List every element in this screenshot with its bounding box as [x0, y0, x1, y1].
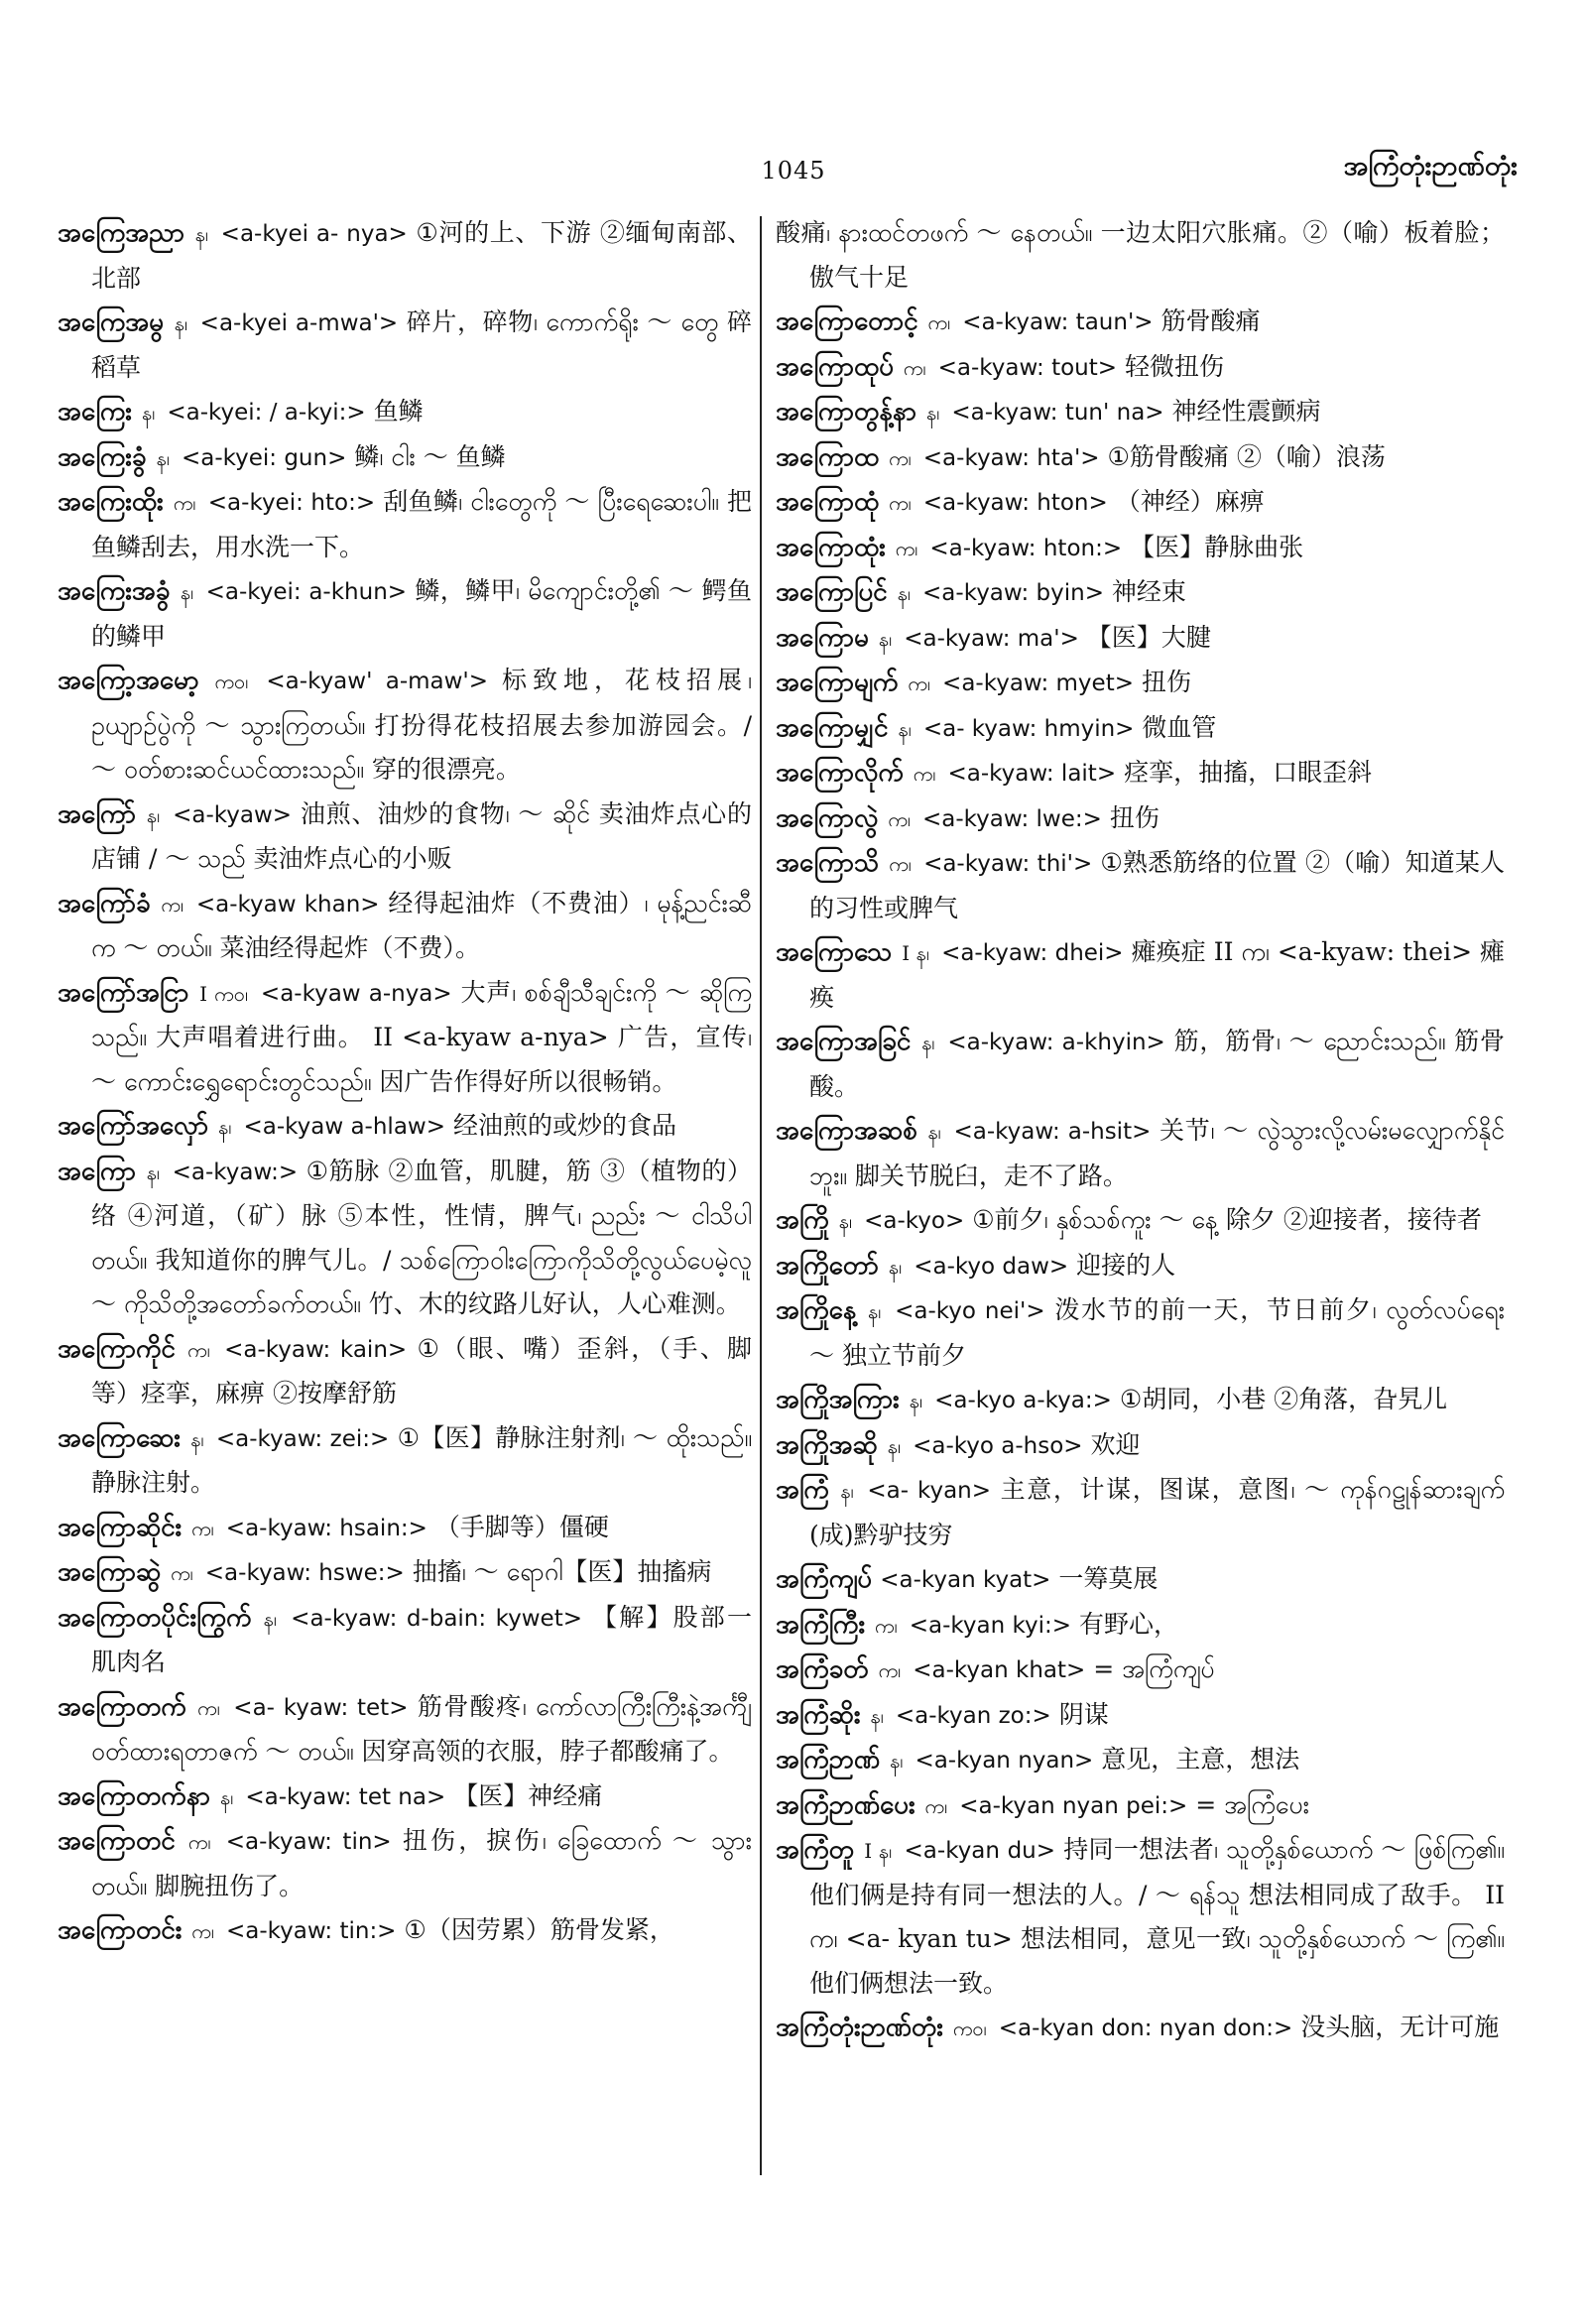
entry-definition: 碎片，碎物၊ ကောက်ရိုး ～ တွေ 碎稻草 — [91, 307, 752, 382]
entry-pos: န၊ — [156, 445, 170, 470]
entry-headword: အကြောမျှင် — [776, 712, 889, 743]
left-column — [58, 211, 752, 2274]
entry-pronunciation: <a-kyaw: taun'> — [962, 309, 1154, 335]
entry-pronunciation: <a-kyaw: hsain:> — [225, 1515, 427, 1541]
entry-pos: န၊ — [190, 1426, 204, 1451]
entry-pos: I န၊ — [864, 1839, 893, 1863]
entry-definition: 标致地，花枝招展၊ ဥယျာဉ်ပွဲကို ～ သွားကြတယ်။ 打扮得花枝招展去参加游园会。/ ～ ဝတ်စားဆင်ယင်ထားသည်။ 穿的很漂亮。 — [91, 666, 752, 784]
entry-definition: 有野心， — [1078, 1609, 1178, 1639]
entry-pos: န၊ — [867, 1299, 882, 1323]
entry-pronunciation: <a-kyei a-mwa'> — [199, 310, 399, 336]
entry-definition: 没头脑，无计可施 — [1300, 2013, 1500, 2041]
entry-headword: အကြေးခွံ — [58, 441, 147, 472]
entry-pos: န၊ — [194, 222, 209, 246]
entry-definition: ①（因劳累）筋骨发紧， — [404, 1915, 674, 1944]
entry-pronunciation: <a-kyaw: zei:> — [215, 1425, 390, 1452]
entry-definition: 经得起油炸（不费油）၊ မုန့်ညင်းဆီက ～ တယ်။ 菜油经得起炸（不费）。 — [91, 888, 752, 962]
entry-pos: န၊ — [174, 311, 188, 335]
entry-headword: အကြောတင် — [58, 1826, 176, 1856]
entry-definition: ①筋脉 ②血管，肌腱，筋 ③（植物的）络 ④河道，（矿）脉 ⑤本性，性情，脾气၊ ညည်း ～ ငါသိပါတယ်။ 我知道你的脾气儿。/ သစ်ကြောဝါးကြောကိုသိတို့လွယ်ပေမဲ့လူ ～ ကိုသိတို့အတော်ခက်တယ်။ 竹、木的纹路儿好认，人心难测。 — [91, 1156, 752, 1318]
entry-headword: အကြံဉာဏ်ပေး — [776, 1789, 916, 1820]
dictionary-entry — [776, 1603, 1505, 1649]
entry-definition: ①（眼、嘴）歪斜，（手、脚等）痉挛，麻痹 ②按摩舒筋 — [91, 1333, 752, 1407]
entry-pos: န၊ — [889, 1749, 904, 1773]
dictionary-entry — [58, 1506, 752, 1551]
entry-pronunciation: <a-kyaw: hton:> — [929, 535, 1123, 561]
entry-pos: ကဝ၊ — [214, 670, 249, 693]
dictionary-entry — [58, 659, 752, 793]
entry-pos: န၊ — [146, 802, 161, 827]
entry-headword: အကြောပြင် — [776, 577, 888, 607]
entry-pronunciation: <a-kyaw: kain> — [224, 1336, 408, 1363]
dictionary-entry — [776, 480, 1505, 526]
entry-pos: ကဝ၊ — [952, 2017, 987, 2040]
entry-pronunciation: <a-kyaw: thi'> — [923, 851, 1093, 877]
entry-definition: ①筋骨酸痛 ②（喻）浪荡 — [1107, 441, 1386, 471]
dictionary-entry — [776, 1468, 1505, 1557]
dictionary-entry — [776, 570, 1505, 616]
dictionary-entry — [58, 1774, 752, 1820]
entry-headword: အကြိုအကြား — [776, 1385, 900, 1414]
entry-pronunciation: <a- kyaw: hmyin> — [922, 715, 1135, 742]
entry-pronunciation: <a-kyaw: byin> — [922, 580, 1104, 606]
dictionary-entry — [58, 1596, 752, 1685]
entry-definition: （手脚等）僵硬 — [434, 1512, 609, 1541]
entry-pronunciation: <a-kyaw: tout> — [937, 354, 1118, 381]
entry-pronunciation: <a- kyaw: tet> — [233, 1694, 409, 1721]
entry-headword: အကြိုနေ့ — [776, 1295, 857, 1325]
entry-pronunciation: <a-kyaw: lwe:> — [922, 805, 1102, 832]
dictionary-entry — [58, 1819, 752, 1908]
dictionary-entry — [776, 1783, 1505, 1829]
entry-headword: အကြံကြီး — [776, 1609, 866, 1640]
entry-pronunciation: <a-kyan zo:> — [895, 1702, 1051, 1729]
entry-pronunciation: <a-kyo a-hso> — [913, 1432, 1083, 1459]
entry-headword: အကြံဉာဏ် — [776, 1745, 881, 1774]
entry-definition: 阴谋 — [1058, 1699, 1109, 1729]
dictionary-entry — [776, 2006, 1505, 2051]
entry-pronunciation: <a-kyo nei'> — [895, 1298, 1045, 1324]
entry-pronunciation: <a-kyaw: hta'> — [922, 444, 1100, 471]
dictionary-entry — [776, 1738, 1505, 1783]
dictionary-entry — [58, 390, 752, 435]
entry-definition: = အကြံပေး — [1195, 1789, 1309, 1819]
entry-definition: 神经性震颤病 — [1171, 397, 1321, 426]
entry-headword: အကြို — [776, 1205, 829, 1235]
entry-headword: အကြောကိုင် — [58, 1333, 176, 1364]
entry-definition: 瘫痪症 II က၊ <a-kyaw: thei> 瘫痪 — [809, 937, 1505, 1012]
entry-definition: 欢迎 — [1090, 1429, 1141, 1459]
entry-pronunciation: <a-kyan don: nyan don:> — [998, 2016, 1293, 2041]
dictionary-entry — [58, 480, 752, 569]
entry-headword: အကြော်အငြာ — [58, 977, 189, 1008]
entry-pronunciation: <a-kyaw: hswe:> — [204, 1560, 405, 1586]
entry-pronunciation: <a-kyan kyat> — [880, 1567, 1051, 1593]
entry-definition: 筋骨酸痛 — [1160, 306, 1261, 335]
entry-pronunciation: <a-kyaw: ma'> — [904, 625, 1079, 652]
entry-pos: က၊ — [197, 1695, 220, 1720]
entry-definition: 筋，筋骨၊ ～ ညောင်းသည်။ 筋骨酸。 — [809, 1027, 1505, 1101]
entry-headword: အကြောဆေး — [58, 1422, 181, 1453]
entry-headword: အကြံဆိုး — [776, 1699, 861, 1730]
dictionary-entry — [58, 971, 752, 1105]
entry-pos: န၊ — [870, 1703, 884, 1728]
entry-pos: န၊ — [218, 1115, 232, 1139]
entry-pos: န၊ — [897, 581, 912, 605]
entry-pronunciation: <a-kyaw: a-khyin> — [947, 1030, 1165, 1055]
entry-definition: 鳞，鳞甲၊ မိကျောင်းတို့၏ ～ 鳄鱼的鳞甲 — [91, 576, 752, 651]
entry-definition: 扭伤，捩伤၊ ခြေထောက် ～ သွားတယ်။ 脚腕扭伤了。 — [91, 1826, 752, 1900]
entry-pronunciation: <a-kyaw: hton> — [922, 490, 1108, 516]
dictionary-entry — [776, 1244, 1505, 1289]
entry-definition: 一筹莫展 — [1058, 1564, 1159, 1593]
entry-pos: က၊ — [191, 1919, 215, 1943]
entry-pos: န၊ — [840, 1479, 854, 1503]
entry-headword: အကြောထုပ် — [776, 351, 894, 382]
entry-pos: က၊ — [187, 1830, 211, 1854]
entry-pos: န၊ — [898, 716, 912, 741]
entry-headword: အကြံကျပ် — [776, 1564, 873, 1594]
entry-definition: 关节၊ ～ လွဲသွားလို့လမ်းမလျှောက်နိုင်ဘူး။ 脚关节脱臼，走不了路。 — [809, 1116, 1505, 1190]
entry-headword: အကြော် — [58, 798, 136, 829]
entry-pos: န၊ — [887, 1433, 902, 1458]
entry-definition: 鱼鳞 — [373, 397, 424, 426]
entry-definition: 【医】神经痛 — [453, 1780, 603, 1810]
page-header — [0, 149, 1587, 188]
dictionary-entry — [776, 1020, 1505, 1109]
dictionary-entry — [58, 1685, 752, 1774]
entry-headword: အကြော်အလှော် — [58, 1111, 209, 1141]
entry-pronunciation: <a-kyo daw> — [914, 1253, 1069, 1280]
dictionary-entry — [776, 930, 1505, 1020]
dictionary-entry — [776, 345, 1505, 391]
entry-pos: က၊ — [913, 762, 936, 786]
entry-pronunciation: <a-kyo> — [864, 1208, 965, 1234]
entry-definition: 微血管 — [1142, 712, 1217, 742]
entry-definition: 持同一想法者၊ သူတို့နှစ်ယောက် ～ ဖြစ်ကြ၏။ 他们俩是持有同一想法的人。/ ～ ရန်သူ 想法相同成了敌手。 II က၊ <a- kyan tu> 想法相同，意见一致၊ သူတို့နှစ်ယောက် ～ ကြ၏။ 他们俩想法一致。 — [809, 1835, 1505, 1998]
dictionary-entry — [776, 1557, 1505, 1603]
dictionary-entry — [776, 616, 1505, 662]
entry-headword: အကြောသိ — [776, 848, 880, 878]
dictionary-entry — [776, 1693, 1505, 1739]
entry-definition: 痉挛，抽搐，口眼歪斜 — [1124, 758, 1373, 787]
entry-pos: န၊ — [146, 1160, 161, 1184]
entry-pronunciation: <a-kyo a-kya:> — [934, 1388, 1112, 1413]
entry-definition: 神经束 — [1111, 577, 1186, 606]
entry-headword: အကြေအညာ — [58, 218, 184, 248]
entry-headword: အကြောတက် — [58, 1691, 186, 1722]
entry-pronunciation: <a-kyaw a-hlaw> — [243, 1114, 445, 1140]
entry-definition: 油煎、油炒的食物၊ ～ ဆိုင် 卖油炸点心的店铺 / ～ သည် 卖油炸点心的小贩 — [91, 798, 752, 873]
entry-pronunciation: <a-kyei: gun> — [181, 444, 347, 471]
entry-pos: က၊ — [161, 892, 184, 917]
dictionary-entry — [776, 1109, 1505, 1198]
entry-definition: 刮鱼鳞၊ ငါးတွေကို ～ ပြီးရေဆေးပါ။ 把鱼鳞刮去，用水洗一下。 — [91, 487, 752, 561]
entry-pos: န၊ — [180, 580, 194, 604]
entry-pos: က၊ — [903, 355, 926, 380]
entry-headword: အကြော့အမော့ — [58, 666, 199, 695]
entry-pronunciation: <a-kyei: hto:> — [207, 490, 376, 516]
dictionary-entry — [58, 1908, 752, 1954]
dictionary-entry — [58, 1550, 752, 1596]
entry-pos: I န၊ — [902, 941, 930, 965]
entry-headword: အကြောထုံး — [776, 532, 886, 562]
entry-pronunciation: <a-kyei: / a-kyi:> — [167, 400, 366, 426]
dictionary-entry — [58, 882, 752, 971]
dictionary-entry — [776, 706, 1505, 752]
dictionary-entry — [776, 1288, 1505, 1378]
entry-headword: အကြော်ခံ — [58, 888, 151, 918]
dictionary-entry — [776, 1828, 1505, 2006]
entry-headword: အကြေအမွ — [58, 307, 165, 337]
entry-headword: အကြောအခြင် — [776, 1027, 912, 1056]
entry-definition: 经油煎的或炒的食品 — [452, 1111, 676, 1140]
dictionary-entry — [776, 390, 1505, 435]
entry-pos: န၊ — [878, 626, 893, 651]
entry-definition: 酸痛၊ နားထင်တဖက် ～ နေတယ်။ 一边太阳穴胀痛。②（喻）板着脸；傲气十足 — [776, 218, 1505, 292]
entry-headword: အကြောတောင့် — [776, 306, 918, 336]
entry-pronunciation: <a-kyaw: myet> — [942, 671, 1134, 696]
entry-headword: အကြောတက်နာ — [58, 1780, 210, 1811]
entry-headword: အကြောမျက် — [776, 668, 899, 697]
entry-definition: ①胡同，小巷 ②角落，旮旯儿 — [1119, 1385, 1448, 1413]
entry-pos: က၊ — [889, 491, 912, 515]
entry-pos: က၊ — [171, 1561, 193, 1585]
entry-definition: 扭伤 — [1141, 668, 1191, 696]
entry-headword: အကြောတပိုင်းကြွက် — [58, 1602, 252, 1633]
entry-headword: အကြောဆိုင်း — [58, 1512, 183, 1542]
entry-definition: 泼水节的前一天，节日前夕၊ လွတ်လပ်ရေး ～ 独立节前夕 — [809, 1295, 1505, 1370]
entry-pronunciation: <a-kyaw khan> — [195, 891, 380, 917]
entry-pronunciation: <a-kyan nyan> — [915, 1748, 1094, 1774]
entry-definition: 意见，主意，想法 — [1101, 1745, 1300, 1774]
entry-definition: 【解】股部一肌肉名 — [91, 1602, 752, 1676]
dictionary-entry — [776, 435, 1505, 481]
entry-pos: န၊ — [888, 1254, 903, 1279]
entry-pronunciation: <a-kyan kyi:> — [909, 1612, 1072, 1639]
entry-pos: က၊ — [187, 1337, 210, 1362]
entry-headword: အကြောတင်း — [58, 1915, 183, 1945]
dictionary-entry — [58, 1150, 752, 1327]
entry-headword: အကြိုတော် — [776, 1250, 879, 1281]
entry-pronunciation: <a-kyan du> — [904, 1838, 1056, 1864]
dictionary-entry — [776, 841, 1505, 930]
entry-pronunciation: <a-kyaw: tet na> — [245, 1783, 446, 1810]
entry-definition: 大声၊ စစ်ချီသီချင်းကို ～ ဆိုကြသည်။ 大声唱着进行曲。 II <a-kyaw a-nya> 广告，宣传၊ ～ ကောင်းရွှေရောင်းတွင်သည်။ 因广告作得好所以很畅销。 — [91, 977, 752, 1096]
entry-pronunciation: <a-kyaw: d-bain: kywet> — [291, 1605, 582, 1632]
entry-pos: န၊ — [219, 1784, 234, 1809]
entry-pos: န၊ — [141, 401, 156, 425]
entry-headword: အကြောထုံ — [776, 487, 880, 517]
entry-headword: အကြောသေ — [776, 937, 893, 967]
entry-pronunciation: <a-kyaw: lait> — [947, 761, 1117, 787]
entry-pos: က၊ — [888, 806, 912, 831]
entry-headword: အကြိုအဆို — [776, 1429, 878, 1460]
entry-definition: （神经）麻痹 — [1115, 487, 1265, 516]
entry-definition: 鳞၊ ငါး ～ 鱼鳞 — [354, 441, 506, 471]
dictionary-entry — [58, 1104, 752, 1150]
dictionary-entry — [776, 1378, 1505, 1423]
entry-pronunciation: <a-kyaw> — [173, 801, 293, 828]
entry-definition: 迎接的人 — [1076, 1250, 1176, 1280]
entry-pos: က၊ — [173, 491, 196, 515]
entry-pos: က၊ — [895, 536, 918, 560]
entry-definition: ①【医】静脉注射剂၊ ～ ထိုးသည်။ 静脉注射。 — [91, 1422, 752, 1497]
entry-pos: က၊ — [889, 852, 912, 876]
entry-pos: က၊ — [924, 1793, 948, 1818]
entry-pos: န၊ — [927, 1120, 941, 1144]
entry-definition: ①河的上、下游 ②缅甸南部、北部 — [91, 218, 752, 293]
entry-pronunciation: <a-kyaw' a-maw'> — [266, 669, 489, 694]
entry-headword: အကြောဆွဲ — [58, 1557, 162, 1587]
column-divider — [760, 216, 762, 2175]
running-head: အကြံတုံးဉာဏ်တုံး — [1343, 151, 1518, 182]
entry-headword: အကြောတွန့်နာ — [776, 397, 916, 427]
entry-pos: န၊ — [909, 1389, 923, 1412]
dictionary-entry — [58, 301, 752, 390]
entry-pos: က၊ — [875, 1613, 898, 1638]
entry-pronunciation: <a-kyaw:> — [172, 1159, 299, 1185]
dictionary-entry — [776, 300, 1505, 345]
entry-pos: က၊ — [878, 1658, 902, 1682]
entry-definition: 抽搐၊ ～ ရောဂါ【医】抽搐病 — [412, 1557, 712, 1586]
dictionary-entry — [58, 1327, 752, 1416]
entry-definition: 主意，计谋，图谋，意图၊ ～ ကုန်ဂဠုန်ဆားချက် (成)黔驴技穷 — [809, 1475, 1505, 1549]
dictionary-entry — [58, 435, 752, 481]
entry-headword: အကြောမ — [776, 622, 869, 653]
entry-pos: န၊ — [921, 1031, 935, 1054]
dictionary-entry — [776, 1648, 1505, 1693]
dictionary-entry — [58, 1416, 752, 1506]
entry-pos: က၊ — [889, 445, 912, 470]
dictionary-entry — [58, 793, 752, 882]
dictionary-entry — [776, 661, 1505, 706]
entry-pronunciation: <a-kyaw: tin> — [225, 1829, 392, 1855]
entry-pronunciation: <a-kyei a- nya> — [220, 221, 408, 247]
entry-definition: 轻微扭伤 — [1125, 351, 1225, 381]
entry-definition: = အကြံကျပ် — [1093, 1654, 1215, 1683]
entry-definition: 【医】大腱 — [1086, 622, 1211, 652]
entry-headword: အကြောလိုက် — [776, 758, 904, 788]
dictionary-entry — [58, 211, 752, 301]
dictionary-entry — [776, 1198, 1505, 1244]
entry-pos: န၊ — [838, 1209, 853, 1233]
entry-pronunciation: <a-kyaw: tun' na> — [951, 400, 1164, 426]
entry-pronunciation: <a-kyan nyan pei:> — [959, 1792, 1188, 1819]
entry-pronunciation: <a-kyei: a-khun> — [205, 579, 408, 605]
entry-headword: အကြေး — [58, 397, 132, 427]
entry-pos: I ကဝ၊ — [199, 981, 249, 1006]
entry-pronunciation: <a-kyaw: a-hsit> — [953, 1119, 1152, 1145]
entry-definition: ①熟悉筋络的位置 ②（喻）知道某人的习性或脾气 — [809, 848, 1505, 922]
entry-definition: ①前夕၊ နှစ်သစ်ကူး ～ နေ့ 除夕 ②迎接者，接待者 — [972, 1205, 1482, 1234]
entry-definition: 扭伤 — [1109, 802, 1160, 832]
right-column — [776, 211, 1505, 2274]
dictionary-entry — [776, 796, 1505, 842]
dictionary-entry — [58, 569, 752, 659]
entry-headword: အကြံတုံးဉာဏ်တုံး — [776, 2013, 943, 2042]
entry-headword: အကြံတူ — [776, 1835, 854, 1865]
dictionary-entry — [776, 751, 1505, 796]
page-number: 1045 — [761, 157, 826, 184]
entry-headword: အကြောအဆစ် — [776, 1116, 917, 1146]
entry-pos: က၊ — [908, 672, 931, 695]
entry-headword: အကြော — [58, 1156, 136, 1186]
entry-pronunciation: <a-kyaw: dhei> — [941, 940, 1124, 966]
entry-pos: န၊ — [263, 1606, 278, 1631]
entry-headword: အကြောထ — [776, 441, 880, 472]
entry-headword: အကြေးအခွံ — [58, 576, 171, 606]
entry-definition: 筋骨酸疼၊ ကော်လာကြီးကြီးနဲ့အင်္ကျီဝတ်ထားရတာဇက် ～ တယ်။ 因穿高领的衣服，脖子都酸痛了。 — [91, 1691, 752, 1766]
entry-pos: က၊ — [927, 310, 951, 334]
entry-definition: 【医】静脉曲张 — [1130, 532, 1304, 561]
entry-pronunciation: <a- kyan> — [867, 1478, 992, 1504]
entry-headword: အကြံခတ် — [776, 1654, 869, 1684]
entry-headword: အကြံ — [776, 1475, 829, 1505]
entry-pronunciation: <a-kyan khat> — [913, 1657, 1086, 1683]
dictionary-entry — [776, 1423, 1505, 1469]
entry-pos: န၊ — [925, 401, 940, 425]
entry-pos: က၊ — [191, 1516, 214, 1540]
dictionary-entry — [776, 526, 1505, 571]
entry-pronunciation: <a-kyaw: tin:> — [225, 1918, 397, 1944]
entry-headword: အကြောလွဲ — [776, 802, 879, 833]
entry-pronunciation: <a-kyaw a-nya> — [260, 980, 452, 1007]
dictionary-entry — [776, 211, 1505, 300]
entry-headword: အကြေးထိုး — [58, 487, 164, 517]
